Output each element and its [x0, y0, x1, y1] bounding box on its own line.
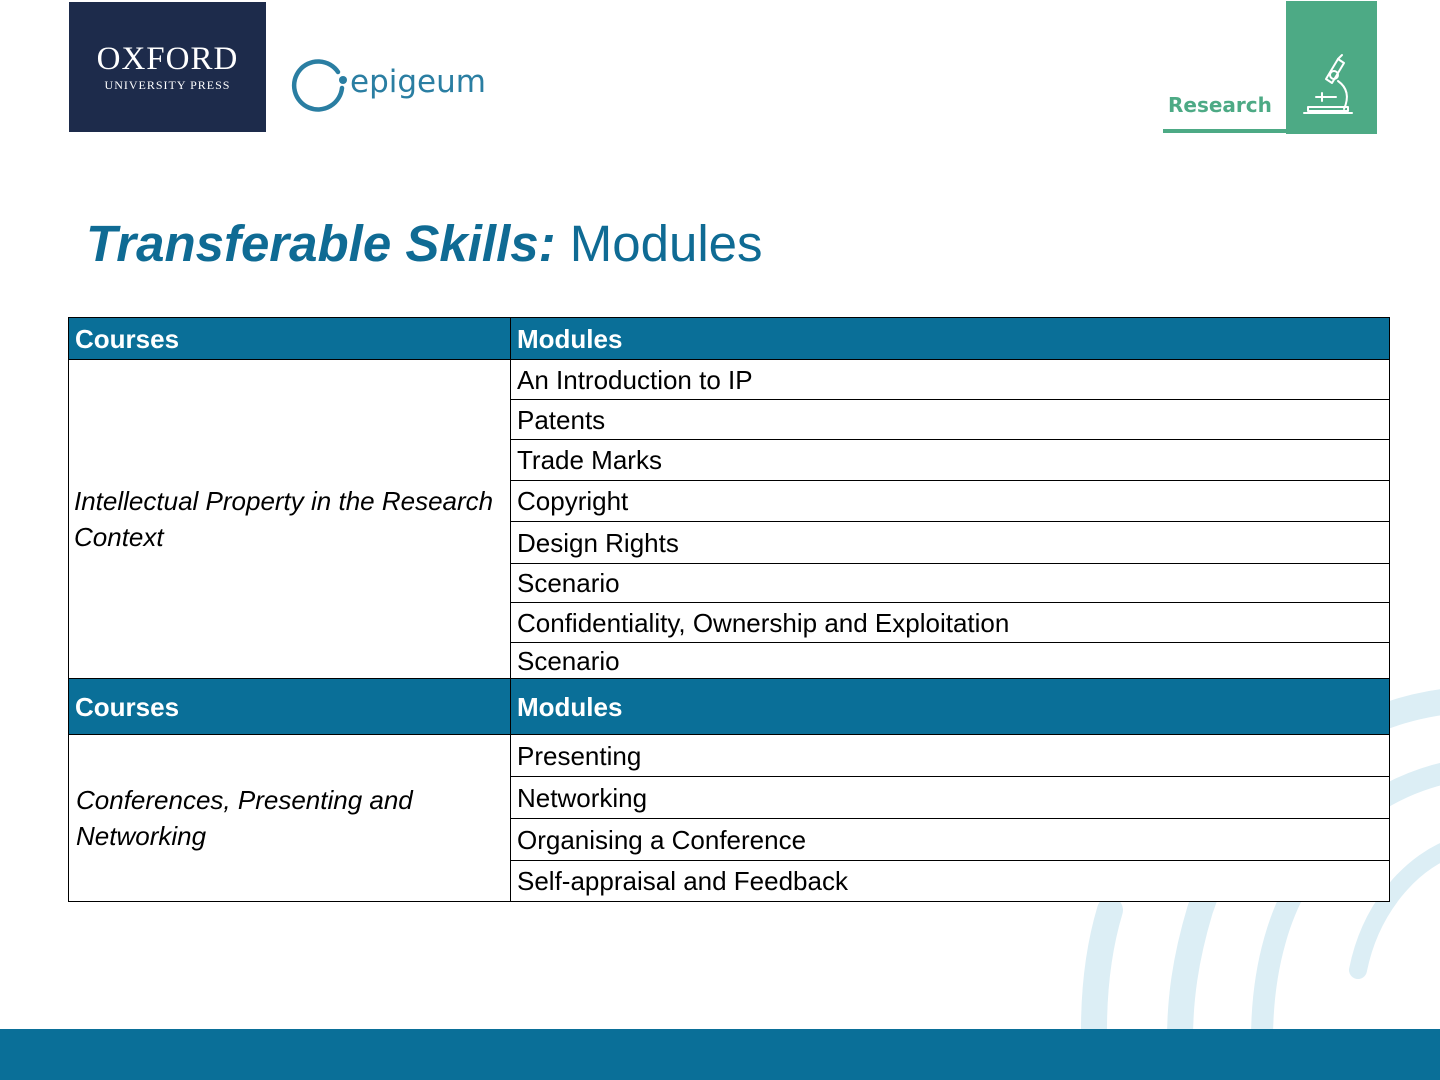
page-title: [86, 214, 763, 274]
module-cell: Confidentiality, Ownership and Exploitation: [510, 602, 1390, 643]
footer-bar: [0, 1029, 1440, 1080]
module-cell: Scenario: [510, 642, 1390, 679]
module-cell: Design Rights: [510, 521, 1390, 564]
course-cell: Intellectual Property in the Research Context: [68, 359, 511, 679]
module-cell: Networking: [510, 776, 1390, 819]
module-cell: Self-appraisal and Feedback: [510, 860, 1390, 902]
module-cell: Scenario: [510, 563, 1390, 603]
table-header-courses: Courses: [68, 678, 511, 735]
table-header-modules: Modules: [510, 678, 1390, 735]
epigeum-logo: [288, 56, 488, 112]
module-cell: Organising a Conference: [510, 818, 1390, 861]
oxford-university-press-logo: [69, 2, 266, 132]
table-header-modules: Modules: [510, 317, 1390, 360]
module-cell: Patents: [510, 399, 1390, 440]
module-cell: Copyright: [510, 480, 1390, 522]
research-icon-box: [1286, 1, 1377, 134]
epigeum-logo-text: epigeum: [350, 64, 486, 100]
research-underline: [1163, 129, 1286, 133]
table-header-courses: Courses: [68, 317, 511, 360]
research-label: Research: [1168, 93, 1272, 117]
microscope-icon: [1286, 1, 1377, 134]
module-cell: Trade Marks: [510, 439, 1390, 481]
course-cell: Conferences, Presenting and Networking: [68, 734, 511, 902]
page-title-rest: Modules: [555, 215, 763, 272]
epigeum-ring-icon: [288, 56, 350, 112]
research-badge: [1163, 1, 1377, 134]
module-cell: Presenting: [510, 734, 1390, 777]
oxford-logo-subtext: UNIVERSITY PRESS: [104, 77, 231, 92]
page-title-emphasis: Transferable Skills:: [86, 215, 556, 272]
oxford-logo-text: OXFORD: [96, 40, 239, 77]
module-cell: An Introduction to IP: [510, 359, 1390, 400]
